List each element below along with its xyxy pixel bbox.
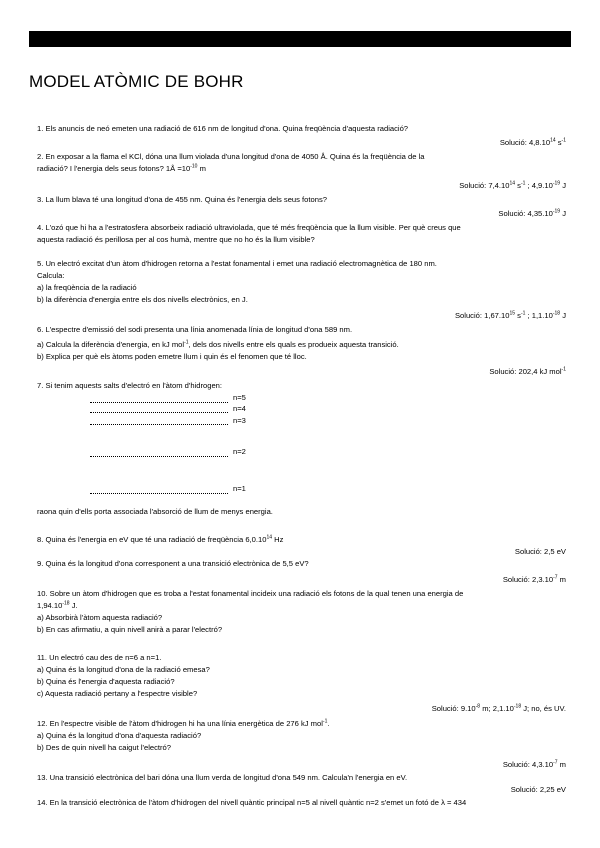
question-11: 11. Un electró cau des de n=6 a n=1. a) Quina és la longitud d'ona de la radiació emesa? b) Quina és l'energia d'aquesta radiació? c) Aquesta radiació pertany a l'espectre visible?	[37, 653, 210, 698]
level-label: n=4	[233, 404, 246, 413]
question-13: 13. Una transició electrònica del bari dóna una llum verda de longitud d'ona 549 nm. Calcula'n l'energia en eV.	[37, 773, 408, 782]
question-1: 1. Els anuncis de neó emeten una radiació de 616 nm de longitud d'ona. Quina freqüència d'aquesta radiació?	[37, 124, 409, 133]
header-bar	[29, 31, 571, 47]
question-8: 8. Quina és l'energia en eV que té una radiació de freqüència 6,0.10$^{14}$ Hz	[37, 534, 284, 544]
question-14: 14. En la transició electrònica de l'àtom d'hidrogen del nivell quàntic principal n=5 al nivell quàntic n=2 s'emet un fotó de λ = 434	[37, 798, 467, 807]
question-7-text: raona quin d'ells porta associada l'absorció de llum de menys energia.	[37, 507, 273, 516]
solution-13: Solució: 2,25 eV	[510, 785, 566, 794]
solution-1: Solució: 4,8.10$^{14}$ $s^{-1}$	[499, 137, 566, 147]
level-label: n=1	[233, 484, 246, 493]
question-5: 5. Un electró excitat d'un àtom d'hidrogen retorna a l'estat fonamental i emet una radiació electromagnètica de 180 nm. Calcula: a) la freqüència de la radiació b) la diferència d'energia entre els dos nivells electrònics, en J.	[37, 259, 437, 304]
solution-11: Solució: $9.10^{-8}$ m; $2,1.10^{-18}$ J; no, és UV.	[431, 703, 566, 713]
page-title: MODEL ATÒMIC DE BOHR	[29, 72, 244, 91]
question-12: 12. En l'espectre visible de l'àtom d'hidrogen hi ha una línia energètica de 276 kJ mol$^{-1}$. a) Quina és la longitud d'ona d'aquesta radiació? b) Des de quin nivell ha caigut l'electró?	[37, 718, 330, 752]
question-6: 6. L'espectre d'emissió del sodi presenta una línia anomenada línia de longitud d'ona 589 nm. a) Calcula la diferència d'energia, en kJ mol$^{-1}$, dels dos nivells entre els quals es produeix aquesta transició. b) Explica per què els àtoms poden emetre llum i quin és el fenomen que té lloc.	[37, 325, 399, 361]
energy-level-line	[90, 456, 228, 457]
solution-2: Solució: 7,4.10$^{14}$ $s^{-1}$ ; $4,9.10^{-19}$ J	[459, 180, 566, 190]
question-2: 2. En exposar a la flama el KCl, dóna una llum violada d'una longitud d'ona de 4050 Å. Quina és la freqüència de la radiació? I l'energia dels seus fotons? 1Å $=10^{-10}$ m	[37, 152, 425, 173]
energy-level-line	[90, 493, 228, 494]
level-label: n=2	[233, 447, 246, 456]
energy-level-line	[90, 412, 228, 413]
solution-3: Solució: $4,35.10^{-19}$ J	[498, 208, 566, 218]
solution-12: Solució: $4,3.10^{-7}$ m	[502, 759, 566, 769]
question-4: 4. L'ozó que hi ha a l'estratosfera absorbeix radiació ultraviolada, que té més freqüència que la llum visible. Per què creus que aquesta radiació és perillosa per al cos humà, mentre que no ho és la llum visible?	[37, 223, 461, 244]
question-7: 7. Si tenim aquests salts d'electró en l'àtom d'hidrogen:	[37, 381, 223, 390]
question-3: 3. La llum blava té una longitud d'ona de 455 nm. Quina és l'energia dels seus fotons?	[37, 195, 327, 204]
question-10: 10. Sobre un àtom d'hidrogen que es troba a l'estat fonamental incideix una radiació els fotons de la qual tenen una energia de $1,94.10^{-18}$ J. a) Absorbirà l'àtom aquesta radiació? b) En cas afirmatiu, a quin nivell anirà a parar l'electró?	[37, 589, 464, 634]
energy-level-line	[90, 402, 228, 403]
question-9: 9. Quina és la longitud d'ona corresponent a una transició electrònica de 5,5 eV?	[37, 559, 309, 568]
solution-9: Solució: $2,3.10^{-7}$ m	[502, 574, 566, 584]
solution-6: Solució: 202,4 kJ mol$^{-1}$	[489, 366, 566, 376]
solution-8: Solució: 2,5 eV	[514, 547, 566, 556]
energy-level-line	[90, 424, 228, 425]
level-label: n=3	[233, 416, 246, 425]
level-label: n=5	[233, 393, 246, 402]
solution-5: Solució: 1,67.10$^{15}$ $s^{-1}$ ; $1,1.10^{-18}$ J	[454, 310, 566, 320]
